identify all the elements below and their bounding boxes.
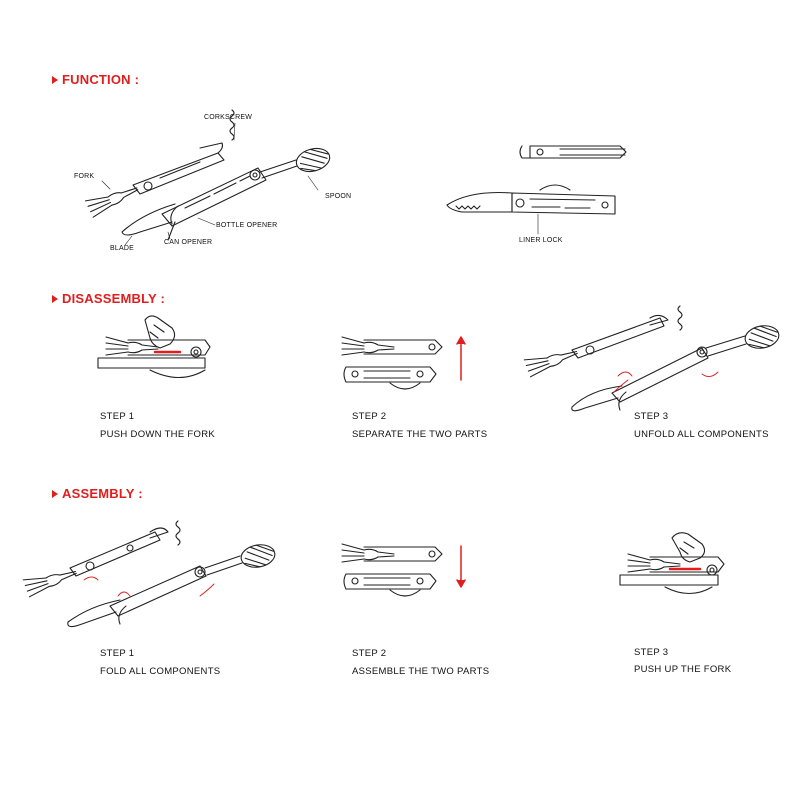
disassembly-step3-number: STEP 3	[634, 411, 669, 422]
down-arrow-icon	[457, 546, 465, 587]
hand-icon	[672, 533, 705, 562]
assembly-step1-text: FOLD ALL COMPONENTS	[100, 666, 221, 677]
rotation-arrow-icon	[618, 372, 632, 376]
section-assembly-title: ASSEMBLY :	[62, 486, 143, 501]
rotation-arrow-icon	[118, 592, 130, 596]
section-disassembly-title: DISASSEMBLY :	[62, 291, 166, 306]
disassembly-step2-illustration	[342, 337, 465, 389]
disassembly-step1-text: PUSH DOWN THE FORK	[100, 429, 216, 440]
label-can-opener: CAN OPENER	[164, 239, 213, 246]
disassembly-step1-number: STEP 1	[100, 411, 135, 422]
disassembly-step3-illustration	[524, 306, 780, 411]
assembly-step3-text: PUSH UP THE FORK	[634, 664, 732, 675]
function-exploded-tool	[86, 110, 333, 245]
assembly-step3-number: STEP 3	[634, 647, 669, 658]
assembly-step2-text: ASSEMBLE THE TWO PARTS	[352, 666, 490, 677]
assembly-step2-illustration	[342, 544, 465, 596]
disassembly-step2-number: STEP 2	[352, 411, 387, 422]
label-corkscrew: CORKSCREW	[204, 114, 253, 121]
section-function-title: FUNCTION :	[62, 72, 140, 87]
disassembly-step1-illustration	[98, 316, 210, 378]
assembly-step1-number: STEP 1	[100, 648, 135, 659]
rotation-arrow-icon	[200, 584, 214, 596]
label-blade: BLADE	[110, 245, 134, 252]
label-fork: FORK	[74, 173, 95, 180]
assembly-step3-illustration	[620, 533, 724, 594]
label-bottle-opener: BOTTLE OPENER	[216, 222, 278, 229]
disassembly-step2-text: SEPARATE THE TWO PARTS	[352, 429, 488, 440]
rotation-arrow-icon	[84, 577, 98, 580]
disassembly-step3-text: UNFOLD ALL COMPONENTS	[634, 429, 769, 440]
function-folded-tools	[447, 146, 626, 234]
label-liner-lock: LINER LOCK	[519, 237, 563, 244]
rotation-arrow-icon	[702, 372, 718, 377]
up-arrow-icon	[457, 337, 465, 380]
label-spoon: SPOON	[325, 193, 352, 200]
assembly-step1-illustration	[23, 521, 276, 627]
assembly-step2-number: STEP 2	[352, 648, 387, 659]
